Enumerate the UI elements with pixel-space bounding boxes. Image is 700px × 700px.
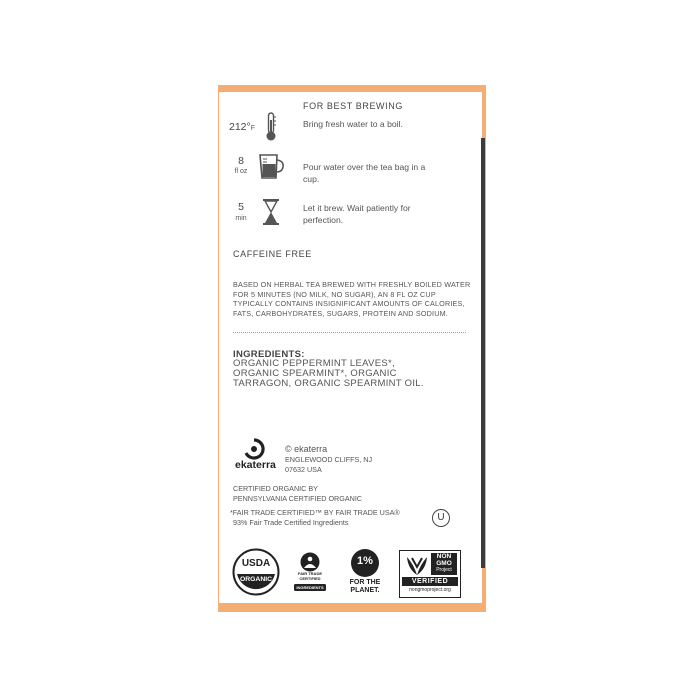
temp-unit: F — [250, 125, 255, 132]
butterfly-leaf-icon — [404, 555, 430, 577]
brewing-heading: FOR BEST BREWING — [303, 101, 403, 111]
fair-trade-label-3: INGREDIENTS — [296, 585, 324, 590]
non-gmo-badge — [399, 550, 461, 598]
time-unit: min — [235, 215, 247, 222]
caffeine-free-label: CAFFEINE FREE — [233, 249, 312, 259]
step-temp-text: Bring fresh water to a boil. — [303, 119, 403, 129]
box-side-edge — [481, 138, 485, 568]
dotted-divider — [233, 332, 466, 333]
certified-organic-line2: PENNSYLVANIA CERTIFIED ORGANIC — [233, 494, 363, 503]
company-zip: 07632 USA — [285, 465, 322, 474]
one-percent-text: 1% — [357, 555, 373, 567]
time-number: 5 — [238, 201, 244, 213]
non-text: NON — [436, 553, 452, 560]
step-temp-value — [229, 117, 263, 135]
fair-trade-label-2: CERTIFIED — [299, 576, 321, 581]
step-brew-text: Let it brew. Wait patiently for perfection. — [303, 203, 411, 225]
fair-trade-badge — [293, 550, 327, 592]
thermometer-icon — [263, 112, 279, 142]
temp-number: 212° — [229, 121, 251, 133]
volume-number: 8 — [238, 155, 244, 167]
fair-trade-label-1: FAIR TRADE — [298, 571, 322, 576]
nongmo-url: nongmoproject.org — [409, 587, 451, 593]
planet-text: PLANET. — [350, 587, 380, 594]
gmo-text: GMO — [436, 560, 452, 567]
step-pour-text: Pour water over the tea bag in a cup. — [303, 162, 426, 184]
ingredients-text: ORGANIC PEPPERMINT LEAVES*, ORGANIC SPEARMINT*, ORGANIC TARRAGON, ORGANIC SPEARMINT OIL. — [233, 358, 424, 389]
usda-organic-text: ORGANIC — [239, 576, 273, 583]
company-city: ENGLEWOOD CLIFFS, NJ — [285, 455, 373, 464]
one-percent-planet-badge — [345, 548, 385, 598]
for-the-text: FOR THE — [349, 579, 381, 586]
ingredients-heading: INGREDIENTS: — [233, 349, 305, 360]
nutrition-note: BASED ON HERBAL TEA BREWED WITH FRESHLY BOILED WATER FOR 5 MINUTES (NO MILK, NO SUGAR), AN 8 FL OZ CUP TYPICALLY CONTAINS INSIGNIFICANT AMOUNTS OF CALORIES, FATS, CARBOHYDRATES, SUGARS, PROTEIN AND SODIUM. — [233, 280, 471, 318]
ekaterra-logo-icon — [243, 438, 265, 460]
usda-organic-badge — [232, 548, 280, 596]
kosher-u-symbol: U — [432, 509, 450, 527]
copyright: © ekaterra — [285, 444, 328, 454]
measuring-cup-icon — [257, 152, 287, 180]
fair-trade-note: *FAIR TRADE CERTIFIED™ BY FAIR TRADE USA® — [230, 508, 400, 517]
volume-unit: fl oz — [234, 168, 248, 175]
ekaterra-logo-text: ekaterra — [235, 459, 276, 471]
project-text: Project — [436, 567, 452, 573]
usda-text: USDA — [241, 558, 271, 569]
hourglass-icon — [261, 198, 281, 226]
fair-trade-percent: 93% Fair Trade Certified Ingredients — [233, 518, 349, 527]
verified-text: VERIFIED — [411, 578, 449, 585]
certified-organic-line1: CERTIFIED ORGANIC BY — [233, 484, 318, 493]
